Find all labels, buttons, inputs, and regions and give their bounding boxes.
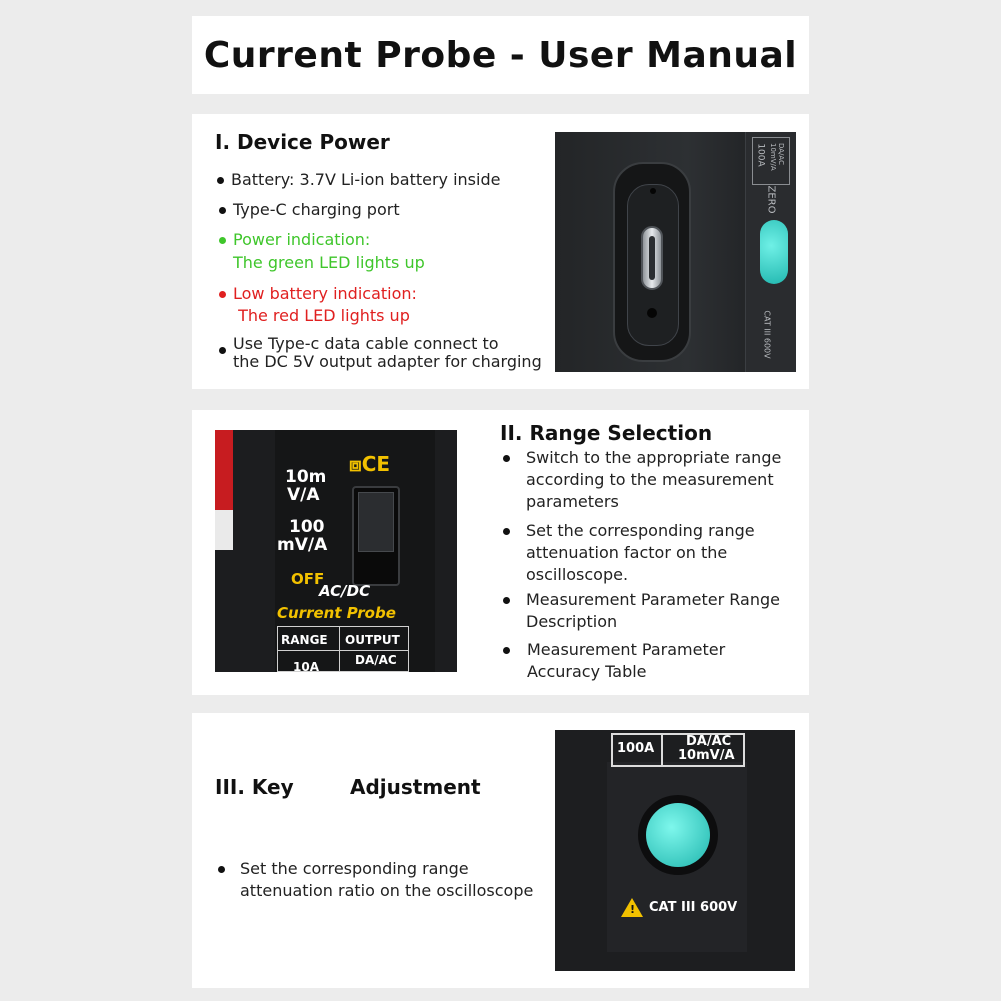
range-item-1-line-1: Switch to the appropriate range (526, 448, 782, 467)
range-label-100: 100 (289, 517, 325, 537)
range-selection-heading: II. Range Selection (500, 421, 713, 445)
bullet-dot (503, 647, 510, 654)
key-heading-part2: Adjustment (350, 775, 481, 799)
cat-rating-label: CAT III 600V (649, 900, 738, 915)
table-header-output: OUTPUT (345, 633, 400, 647)
range-item-4-line-1: Measurement Parameter (527, 640, 726, 659)
label-100a: 100A (617, 741, 655, 756)
power-item-lowbatt-desc: The red LED lights up (233, 306, 410, 325)
bullet-dot (219, 207, 226, 214)
usb-c-slot (649, 236, 655, 280)
bullet-dot (217, 177, 224, 184)
key-item-line-1: Set the corresponding range (240, 859, 469, 878)
power-item-typec: Type-C charging port (233, 200, 400, 219)
bullet-dot-red (219, 291, 226, 298)
range-item-1-line-2: according to the measurement (526, 470, 774, 489)
label-10mva: 10mV/A (678, 748, 735, 763)
power-item-lowbatt-title: Low battery indication: (233, 284, 417, 303)
zero-button-icon (646, 803, 710, 867)
table-cell-10a: 10A (293, 660, 319, 672)
power-item-indication-desc: The green LED lights up (233, 253, 425, 272)
range-item-1-line-3: parameters (526, 492, 619, 511)
range-item-4-line-2: Accuracy Table (527, 662, 647, 681)
bullet-dot (218, 866, 225, 873)
device-power-heading: I. Device Power (215, 130, 390, 154)
bullet-dot (503, 455, 510, 462)
power-item-charging-1: Use Type-c data cable connect to (233, 334, 499, 353)
key-item-line-2: attenuation ratio on the oscilloscope (240, 881, 534, 900)
spec-table-divider (339, 626, 340, 672)
range-switch-photo (215, 430, 457, 672)
range-item-2-line-1: Set the corresponding range (526, 521, 755, 540)
screw-hole (647, 308, 657, 318)
bullet-dot (219, 347, 226, 354)
range-item-2-line-3: oscilloscope. (526, 565, 629, 584)
key-button-photo (555, 730, 795, 971)
bullet-dot-green (219, 237, 226, 244)
zero-button-icon (760, 220, 788, 284)
usb-port-photo (555, 132, 796, 372)
bullet-dot (503, 528, 510, 535)
range-label-10m: 10m (285, 467, 327, 487)
acdc-label: AC/DC (319, 582, 371, 600)
key-heading-part1: III. Key (215, 775, 294, 799)
label-daac: DA/AC (686, 734, 732, 749)
red-trim (215, 430, 233, 510)
table-header-range: RANGE (281, 633, 328, 647)
spec-table-divider (277, 650, 409, 651)
power-item-indication-title: Power indication: (233, 230, 371, 249)
power-item-charging-2: the DC 5V output adapter for charging (233, 352, 542, 371)
range-item-2-line-2: attenuation factor on the (526, 543, 728, 562)
side-label-daac: DA/AC 10mV/A (769, 143, 785, 171)
range-item-3-line-1: Measurement Parameter Range (526, 590, 780, 609)
led-hole (650, 188, 656, 194)
zero-label: ZERO (765, 185, 777, 214)
white-trim (215, 510, 233, 550)
page-title: Current Probe - User Manual (203, 34, 798, 76)
range-label-va: V/A (287, 485, 320, 505)
current-probe-label: Current Probe (277, 604, 396, 622)
range-label-mva: mV/A (277, 535, 328, 555)
range-label-off: OFF (291, 570, 325, 588)
warning-mark: ! (630, 903, 636, 916)
range-item-3-line-2: Description (526, 612, 618, 631)
title-card (192, 16, 809, 94)
power-item-battery: Battery: 3.7V Li-ion battery inside (231, 170, 501, 189)
bullet-dot (503, 597, 510, 604)
cat-label: CAT III 600V (762, 310, 772, 359)
ce-mark-icon: ⧈CE (349, 452, 391, 476)
side-label-100a: 100A (755, 143, 766, 167)
table-cell-daac: DA/AC (355, 653, 397, 667)
range-switch-knob (358, 492, 394, 552)
